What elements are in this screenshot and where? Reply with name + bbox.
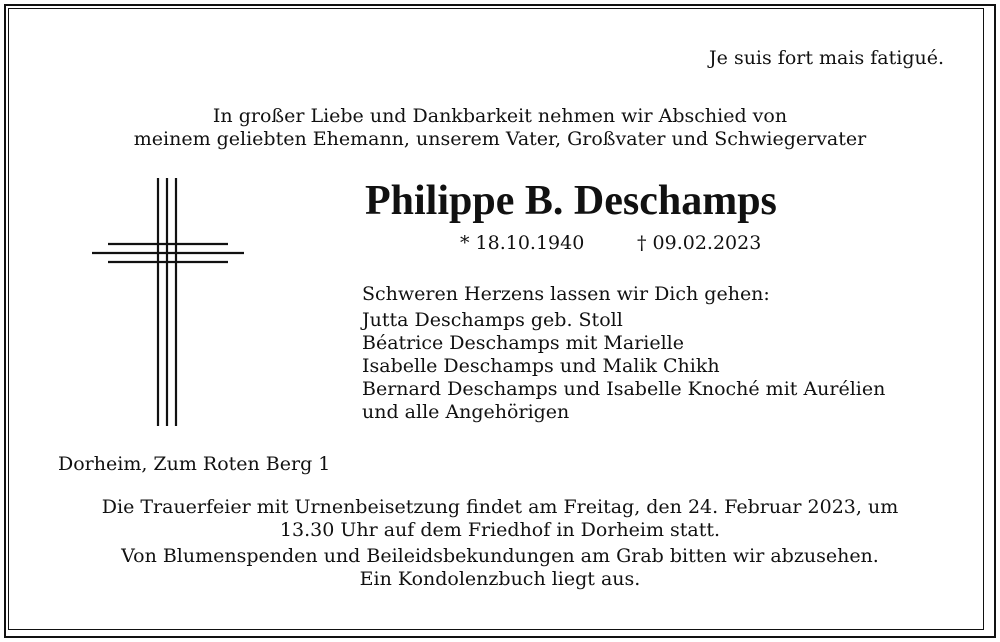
- mourners-list: [362, 283, 885, 424]
- mourner-name: Jutta Deschamps geb. Stoll: [362, 309, 623, 331]
- intro-line: meinem geliebten Ehemann, unserem Vater, Großvater und Schwiegervater: [133, 128, 867, 150]
- funeral-line: Die Trauerfeier mit Urnenbeisetzung findet am Freitag, den 24. Februar 2023, um: [101, 496, 899, 518]
- address: Dorheim, Zum Roten Berg 1: [58, 453, 331, 475]
- mourner-name: Béatrice Deschamps mit Marielle: [362, 332, 685, 354]
- funeral-line: Von Blumenspenden und Beileidsbekundungen am Grab bitten wir abzusehen.: [121, 545, 879, 567]
- death-date: † 09.02.2023: [637, 232, 762, 254]
- mourner-name: und alle Angehörigen: [362, 401, 570, 423]
- mourner-name: Isabelle Deschamps und Malik Chikh: [362, 355, 720, 377]
- funeral-line: 13.30 Uhr auf dem Friedhof in Dorheim statt.: [279, 519, 721, 541]
- motto: Je suis fort mais fatigué.: [709, 47, 944, 69]
- intro-line: In großer Liebe und Dankbarkeit nehmen wir Abschied von: [212, 105, 788, 127]
- birth-date: * 18.10.1940: [460, 232, 585, 254]
- mourners-heading: Schweren Herzens lassen wir Dich gehen:: [362, 283, 770, 305]
- deceased-name: Philippe B. Deschamps: [365, 178, 777, 224]
- cross-icon: [92, 178, 244, 426]
- mourner-name: Bernard Deschamps und Isabelle Knoché mit Aurélien: [362, 378, 886, 400]
- funeral-line: Ein Kondolenzbuch liegt aus.: [359, 568, 641, 590]
